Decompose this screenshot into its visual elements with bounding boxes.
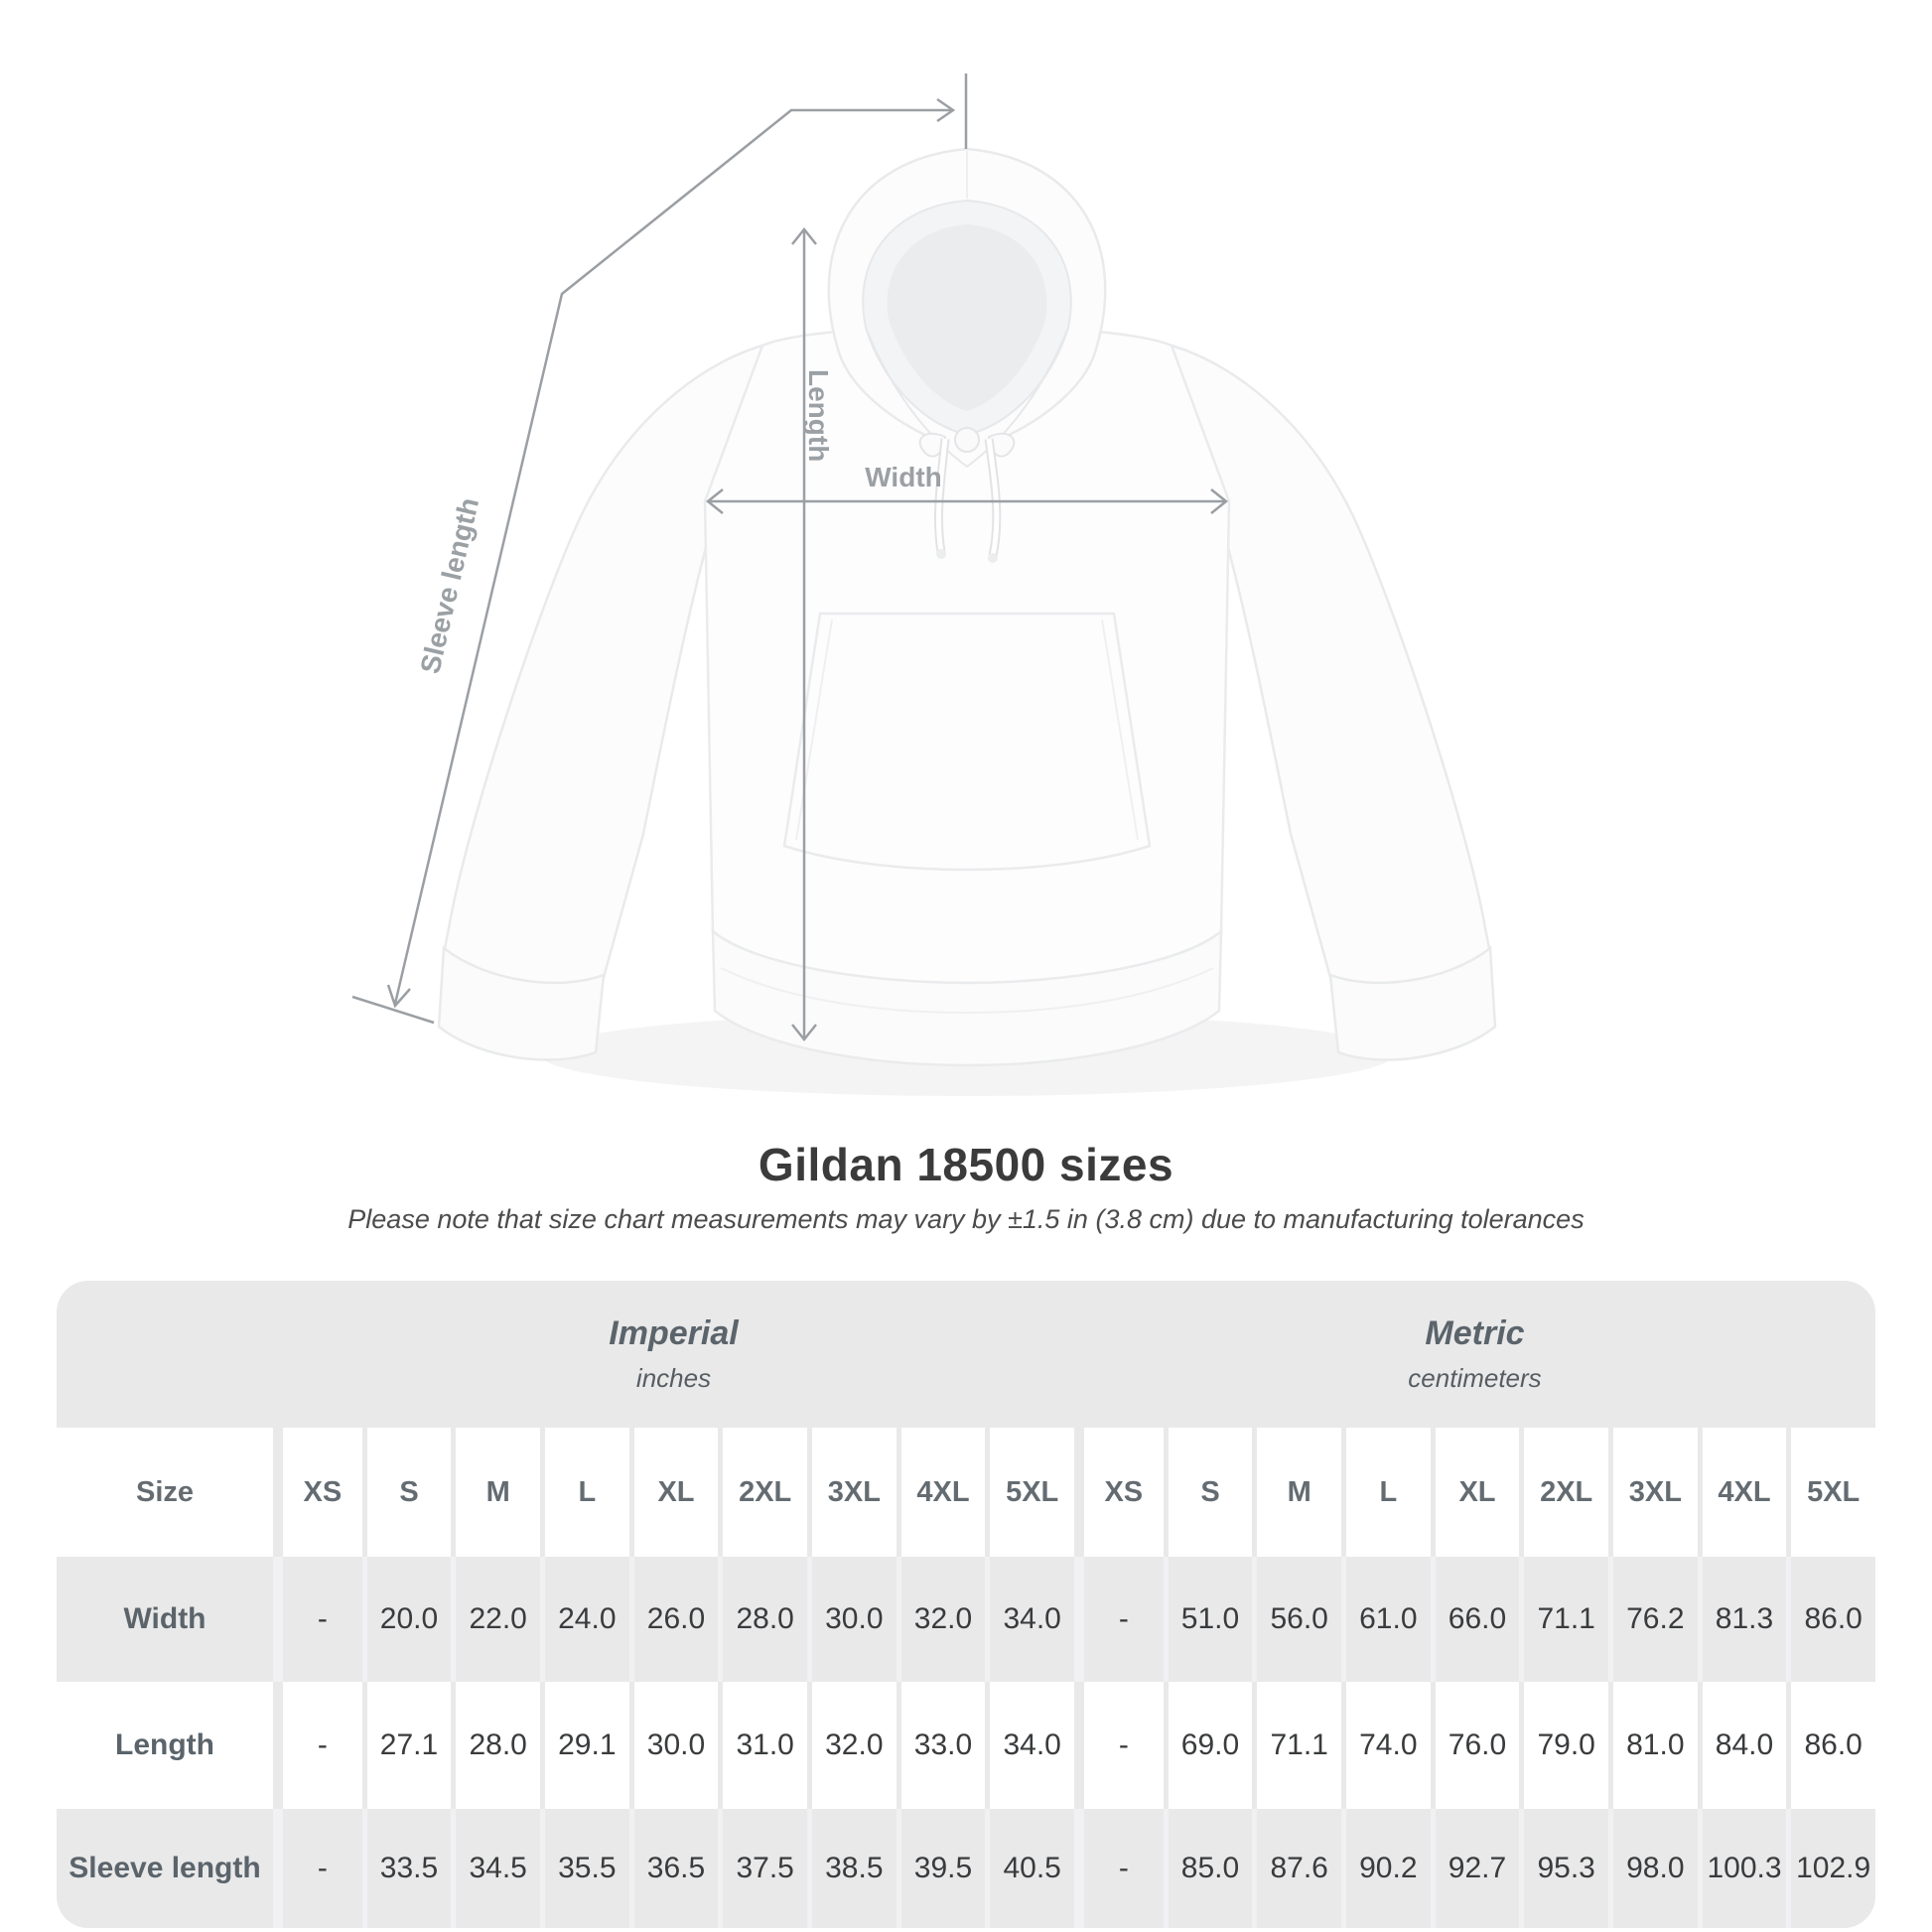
- row-label-length: Length: [57, 1682, 273, 1809]
- length-metric-xs: -: [1074, 1682, 1164, 1809]
- drawstring-left-aglet: [936, 549, 946, 559]
- sleeve-imperial-xl: 36.5: [629, 1809, 719, 1928]
- length-metric-m: 71.1: [1252, 1682, 1341, 1809]
- size-header-metric-2xl: 2XL: [1519, 1428, 1608, 1557]
- table-row-length: [57, 1682, 1875, 1809]
- width-imperial-3xl: 30.0: [807, 1557, 897, 1682]
- size-header-metric-3xl: 3XL: [1608, 1428, 1698, 1557]
- sleeve-imperial-s: 33.5: [362, 1809, 452, 1928]
- width-metric-5xl: 86.0: [1786, 1557, 1875, 1682]
- size-header-metric-4xl: 4XL: [1698, 1428, 1787, 1557]
- hoodie-pocket: [784, 614, 1150, 870]
- drawstring-knot: [955, 428, 979, 452]
- drawstring-right-aglet: [988, 553, 998, 563]
- sleeve-metric-4xl: 100.3: [1698, 1809, 1787, 1928]
- row-label-sleeve-length: Sleeve length: [69, 1852, 261, 1884]
- size-header-imperial-xs: XS: [273, 1428, 362, 1557]
- sleeve-metric-xs: -: [1074, 1809, 1164, 1928]
- size-header-imperial-m: M: [451, 1428, 540, 1557]
- width-imperial-4xl: 32.0: [897, 1557, 986, 1682]
- metric-group-header: [1074, 1314, 1875, 1394]
- sleeve-metric-5xl: 102.9: [1786, 1809, 1875, 1928]
- length-label: Length: [803, 369, 834, 463]
- sleeve-metric-l: 90.2: [1341, 1809, 1431, 1928]
- size-header-imperial-3xl: 3XL: [807, 1428, 897, 1557]
- size-header-metric-xs: XS: [1074, 1428, 1164, 1557]
- sleeve-metric-m: 87.6: [1252, 1809, 1341, 1928]
- row-label-width: Width: [123, 1602, 207, 1635]
- length-metric-xl: 76.0: [1431, 1682, 1520, 1809]
- size-header-metric-xl: XL: [1431, 1428, 1520, 1557]
- length-metric-3xl: 81.0: [1608, 1682, 1698, 1809]
- size-header-metric-l: L: [1341, 1428, 1431, 1557]
- size-header-imperial-5xl: 5XL: [985, 1428, 1074, 1557]
- length-imperial-s: 27.1: [362, 1682, 452, 1809]
- width-metric-m: 56.0: [1252, 1557, 1341, 1682]
- size-header-imperial-xl: XL: [629, 1428, 719, 1557]
- imperial-group-title: Imperial: [609, 1314, 739, 1352]
- sleeve-length-label: Sleeve length: [414, 494, 485, 677]
- width-metric-l: 61.0: [1341, 1557, 1431, 1682]
- sleeve-imperial-5xl: 40.5: [985, 1809, 1074, 1928]
- sleeve-imperial-2xl: 37.5: [718, 1809, 807, 1928]
- width-imperial-l: 24.0: [540, 1557, 629, 1682]
- sleeve-metric-s: 85.0: [1164, 1809, 1253, 1928]
- length-metric-l: 74.0: [1341, 1682, 1431, 1809]
- length-imperial-xs: -: [273, 1682, 362, 1809]
- length-imperial-4xl: 33.0: [897, 1682, 986, 1809]
- width-metric-2xl: 71.1: [1519, 1557, 1608, 1682]
- length-imperial-3xl: 32.0: [807, 1682, 897, 1809]
- sleeve-imperial-3xl: 38.5: [807, 1809, 897, 1928]
- width-imperial-s: 20.0: [362, 1557, 452, 1682]
- size-table: [57, 1281, 1875, 1928]
- metric-group-title: Metric: [1425, 1314, 1525, 1352]
- width-imperial-2xl: 28.0: [718, 1557, 807, 1682]
- sleeve-imperial-l: 35.5: [540, 1809, 629, 1928]
- sleeve-imperial-m: 34.5: [451, 1809, 540, 1928]
- size-header-imperial-2xl: 2XL: [718, 1428, 807, 1557]
- imperial-group-unit: inches: [635, 1363, 712, 1393]
- imperial-group-header: [273, 1314, 1074, 1394]
- length-metric-s: 69.0: [1164, 1682, 1253, 1809]
- length-imperial-l: 29.1: [540, 1682, 629, 1809]
- size-header-metric-s: S: [1164, 1428, 1253, 1557]
- size-header-imperial-s: S: [362, 1428, 452, 1557]
- size-header-row: [57, 1428, 1875, 1557]
- length-metric-5xl: 86.0: [1786, 1682, 1875, 1809]
- sleeve-metric-3xl: 98.0: [1608, 1809, 1698, 1928]
- width-metric-xs: -: [1074, 1557, 1164, 1682]
- table-row-sleeve-length: [57, 1809, 1875, 1928]
- table-row-width: [57, 1557, 1875, 1682]
- size-header-metric-m: M: [1252, 1428, 1341, 1557]
- width-imperial-5xl: 34.0: [985, 1557, 1074, 1682]
- size-header-imperial-l: L: [540, 1428, 629, 1557]
- width-metric-xl: 66.0: [1431, 1557, 1520, 1682]
- length-metric-4xl: 84.0: [1698, 1682, 1787, 1809]
- unit-group-header-row: [57, 1281, 1875, 1428]
- width-imperial-xl: 26.0: [629, 1557, 719, 1682]
- length-imperial-5xl: 34.0: [985, 1682, 1074, 1809]
- width-imperial-m: 22.0: [451, 1557, 540, 1682]
- length-imperial-2xl: 31.0: [718, 1682, 807, 1809]
- page-title: Gildan 18500 sizes: [758, 1139, 1174, 1190]
- width-label: Width: [865, 462, 942, 492]
- length-imperial-xl: 30.0: [629, 1682, 719, 1809]
- length-imperial-m: 28.0: [451, 1682, 540, 1809]
- size-header-imperial-4xl: 4XL: [897, 1428, 986, 1557]
- width-metric-4xl: 81.3: [1698, 1557, 1787, 1682]
- tolerance-note: Please note that size chart measurements may vary by ±1.5 in (3.8 cm) due to manufacturing tolerances: [347, 1204, 1585, 1234]
- width-metric-3xl: 76.2: [1608, 1557, 1698, 1682]
- size-column-header: Size: [57, 1428, 273, 1557]
- width-imperial-xs: -: [273, 1557, 362, 1682]
- sleeve-imperial-xs: -: [273, 1809, 362, 1928]
- width-metric-s: 51.0: [1164, 1557, 1253, 1682]
- metric-group-unit: centimeters: [1408, 1363, 1542, 1393]
- sleeve-imperial-4xl: 39.5: [897, 1809, 986, 1928]
- size-header-metric-5xl: 5XL: [1786, 1428, 1875, 1557]
- sleeve-metric-xl: 92.7: [1431, 1809, 1520, 1928]
- length-metric-2xl: 79.0: [1519, 1682, 1608, 1809]
- sleeve-metric-2xl: 95.3: [1519, 1809, 1608, 1928]
